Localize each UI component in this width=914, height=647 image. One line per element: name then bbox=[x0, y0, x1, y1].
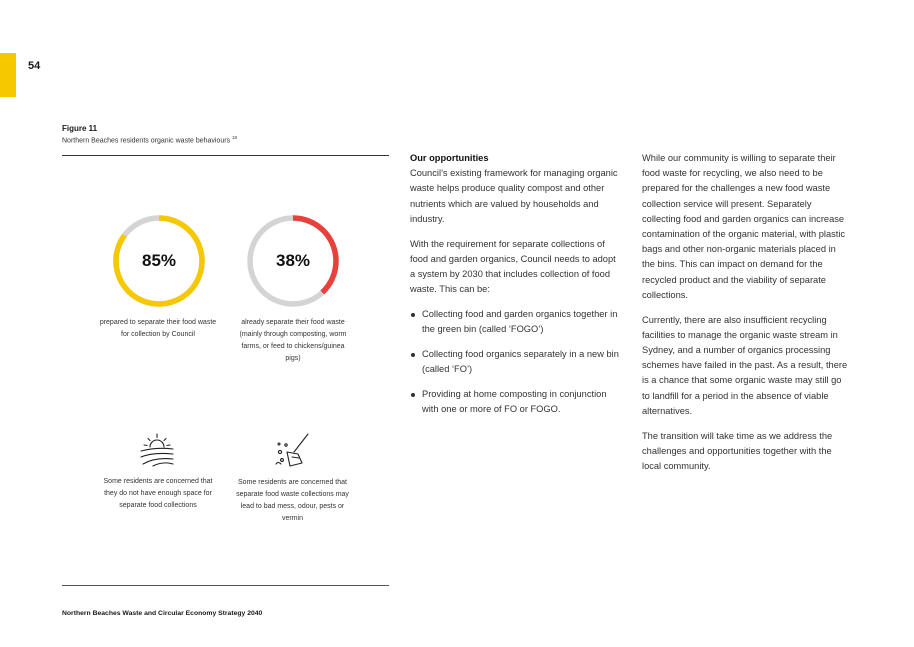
concern-caption-mess: Some residents are concerned that separate food waste collections may lead to bad mess, odour, pests or vermin bbox=[236, 479, 349, 522]
mop-bucket-icon bbox=[272, 430, 312, 470]
donut-value-already-separate: 38% bbox=[275, 251, 311, 270]
figure-caption-ref: 18 bbox=[232, 135, 238, 140]
donut-chart-prepared bbox=[111, 213, 207, 309]
list-item-text: Collecting food and garden organics together in the green bin (called ‘FOGO’) bbox=[422, 309, 618, 335]
list-item-text: Providing at home composting in conjunction with one or more of FO or FOGO. bbox=[422, 389, 607, 415]
figure-label: Figure 11 bbox=[62, 124, 98, 133]
challenges-column bbox=[642, 151, 851, 484]
figure-caption bbox=[62, 135, 237, 144]
sunrise-field-icon bbox=[137, 430, 177, 470]
figure-caption-text: Northern Beaches residents organic waste behaviours bbox=[62, 137, 231, 145]
concern-caption-space: Some residents are concerned that they do not have enough space for separate food collections bbox=[103, 478, 213, 509]
challenges-paragraph-1: While our community is willing to separate their food waste for recycling, we also need to be prepared for the challenges a new food waste collection service will present. Separately collecting food and garden organics can increase contamination of the organic material, with plastic bags and other non-organic materials placed in the bins. This can impact on demand for the recycled product and the viability of separate collections. bbox=[642, 153, 846, 300]
list-item-text: Collecting food organics separately in a new bin (called ‘FO’) bbox=[422, 349, 619, 375]
bullet-icon bbox=[411, 313, 415, 317]
list-item bbox=[410, 347, 623, 377]
opportunities-paragraph-2: With the requirement for separate collections of food and garden organics, Council needs to adopt a system by 2030 that includes collection of food waste. This can be: bbox=[410, 238, 616, 295]
document-footer: Northern Beaches Waste and Circular Economy Strategy 2040 bbox=[62, 610, 263, 617]
bullet-icon bbox=[411, 393, 415, 397]
opportunities-heading: Our opportunities bbox=[410, 153, 489, 163]
figure-top-rule bbox=[62, 155, 389, 156]
list-item bbox=[410, 307, 623, 337]
donut-chart-already-separate bbox=[245, 213, 341, 309]
opportunities-paragraph-1: Council’s existing framework for managing organic waste helps produce quality compost and other nutrients which are valued by households and industry. bbox=[410, 168, 618, 224]
page-tab-marker bbox=[0, 53, 16, 97]
list-item bbox=[410, 387, 623, 417]
stat-caption-already-separate: already separate their food waste (mainly through composting, worm farms, or feed to chickens/guinea pigs) bbox=[239, 319, 347, 362]
donut-value-prepared: 85% bbox=[141, 251, 177, 270]
opportunities-column bbox=[410, 151, 623, 427]
opportunities-list bbox=[410, 307, 623, 417]
stat-caption-prepared: prepared to separate their food waste for collection by Council bbox=[99, 319, 217, 338]
figure-bottom-rule bbox=[62, 585, 389, 586]
page-number: 54 bbox=[28, 60, 41, 72]
challenges-paragraph-3: The transition will take time as we address the challenges and opportunities together with the local community. bbox=[642, 430, 833, 472]
bullet-icon bbox=[411, 353, 415, 357]
challenges-paragraph-2: Currently, there are also insufficient recycling facilities to manage the organic waste stream in Sydney, and a number of organics processing schemes have failed in the past. As a result, there is a chance that some organic waste may still go to landfill for a period in the absence of viable alternatives. bbox=[642, 314, 848, 416]
